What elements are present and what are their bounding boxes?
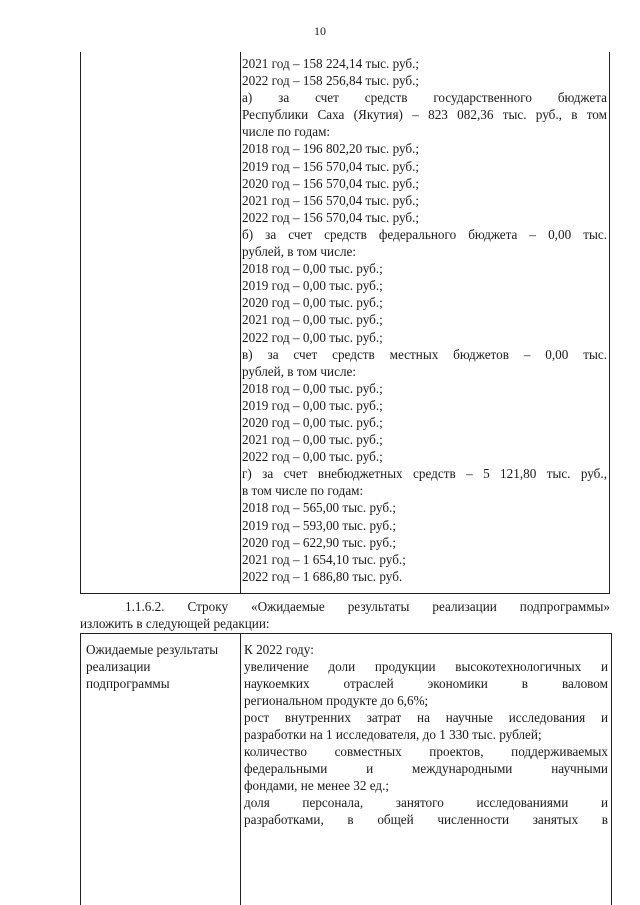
funding-line: 2022 год – 156 570,04 тыс. руб.; <box>242 209 420 225</box>
funding-line: 2022 год – 0,00 тыс. руб.; <box>242 449 383 465</box>
funding-line: рублей, в том числе: <box>242 363 357 379</box>
results-line: разработки на 1 исследователя, до 1 330 тыс. рублей; <box>244 727 542 742</box>
funding-line: б) за счет средств федерального бюджета – 0,00 тыс. <box>242 226 607 242</box>
results-line: увеличение доли продукции высокотехнологичных и <box>244 659 608 674</box>
results-label-line: реализации <box>86 659 151 674</box>
results-line: фондами, не менее 32 ед.; <box>244 778 390 793</box>
funding-line: 2019 год – 0,00 тыс. руб.; <box>242 278 383 294</box>
results-line: К 2022 году: <box>244 642 314 657</box>
funding-line: рублей, в том числе: <box>242 244 357 260</box>
results-line: рост внутренних затрат на научные исследования и <box>244 710 608 725</box>
results-line: региональном продукте до 6,6%; <box>244 693 429 708</box>
results-line: наукоемких отраслей экономики в валовом <box>244 676 608 691</box>
funding-line: 2018 год – 565,00 тыс. руб.; <box>242 500 397 516</box>
results-table-label-cell <box>81 634 241 905</box>
funding-line: числе по годам: <box>242 124 331 140</box>
funding-line: 2022 год – 0,00 тыс. руб.; <box>242 329 383 345</box>
funding-line: 2018 год – 0,00 тыс. руб.; <box>242 261 383 277</box>
funding-line: а) за счет средств государственного бюджета <box>242 90 607 106</box>
funding-line: 2018 год – 196 802,20 тыс. руб.; <box>242 141 420 157</box>
funding-line: 2021 год – 158 224,14 тыс. руб.; <box>242 56 420 71</box>
funding-line: 2022 год – 158 256,84 тыс. руб.; <box>242 73 420 89</box>
funding-line: в том числе по годам: <box>242 483 364 499</box>
funding-line: 2020 год – 622,90 тыс. руб.; <box>242 534 397 550</box>
funding-line: 2019 год – 593,00 тыс. руб.; <box>242 517 397 533</box>
results-line: доля персонала, занятого исследованиями и <box>244 795 608 810</box>
funding-line: в) за счет средств местных бюджетов – 0,00 тыс. <box>242 346 607 362</box>
instruction-line-1 <box>80 598 610 615</box>
instruction-line-2: изложить в следующей редакции: <box>80 616 270 631</box>
funding-line: 2019 год – 156 570,04 тыс. руб.; <box>242 158 420 174</box>
funding-table-left-cell <box>81 52 241 593</box>
results-table <box>80 633 612 905</box>
funding-line: 2020 год – 156 570,04 тыс. руб.; <box>242 175 420 191</box>
funding-line: г) за счет внебюджетных средств – 5 121,80 тыс. руб., <box>242 466 607 482</box>
results-line: разработками, в общей численности занятых в <box>244 812 608 827</box>
funding-line: 2021 год – 1 654,10 тыс. руб.; <box>242 551 406 567</box>
funding-line: 2018 год – 0,00 тыс. руб.; <box>242 380 383 396</box>
results-label-line: подпрограммы <box>86 676 170 691</box>
funding-line: 2021 год – 0,00 тыс. руб.; <box>242 312 383 328</box>
funding-line: 2020 год – 0,00 тыс. руб.; <box>242 295 383 311</box>
results-line: федеральными и международными научными <box>244 761 608 776</box>
page-number: 10 <box>314 24 326 38</box>
funding-line: Республики Саха (Якутия) – 823 082,36 тыс. руб., в том <box>242 107 607 123</box>
results-table-value-cell <box>244 641 608 828</box>
funding-table <box>80 52 610 594</box>
instruction-text-1: 1.1.6.2. Строку «Ожидаемые результаты реализации подпрограммы» <box>125 599 610 614</box>
funding-line: 2021 год – 0,00 тыс. руб.; <box>242 432 383 448</box>
funding-line: 2021 год – 156 570,04 тыс. руб.; <box>242 192 420 208</box>
funding-line: 2019 год – 0,00 тыс. руб.; <box>242 397 383 413</box>
funding-line: 2020 год – 0,00 тыс. руб.; <box>242 414 383 430</box>
funding-table-right-cell <box>242 55 607 585</box>
results-line: количество совместных проектов, поддерживаемых <box>244 744 608 759</box>
funding-line: 2022 год – 1 686,80 тыс. руб. <box>242 568 403 584</box>
results-label-line: Ожидаемые результаты <box>86 642 219 657</box>
